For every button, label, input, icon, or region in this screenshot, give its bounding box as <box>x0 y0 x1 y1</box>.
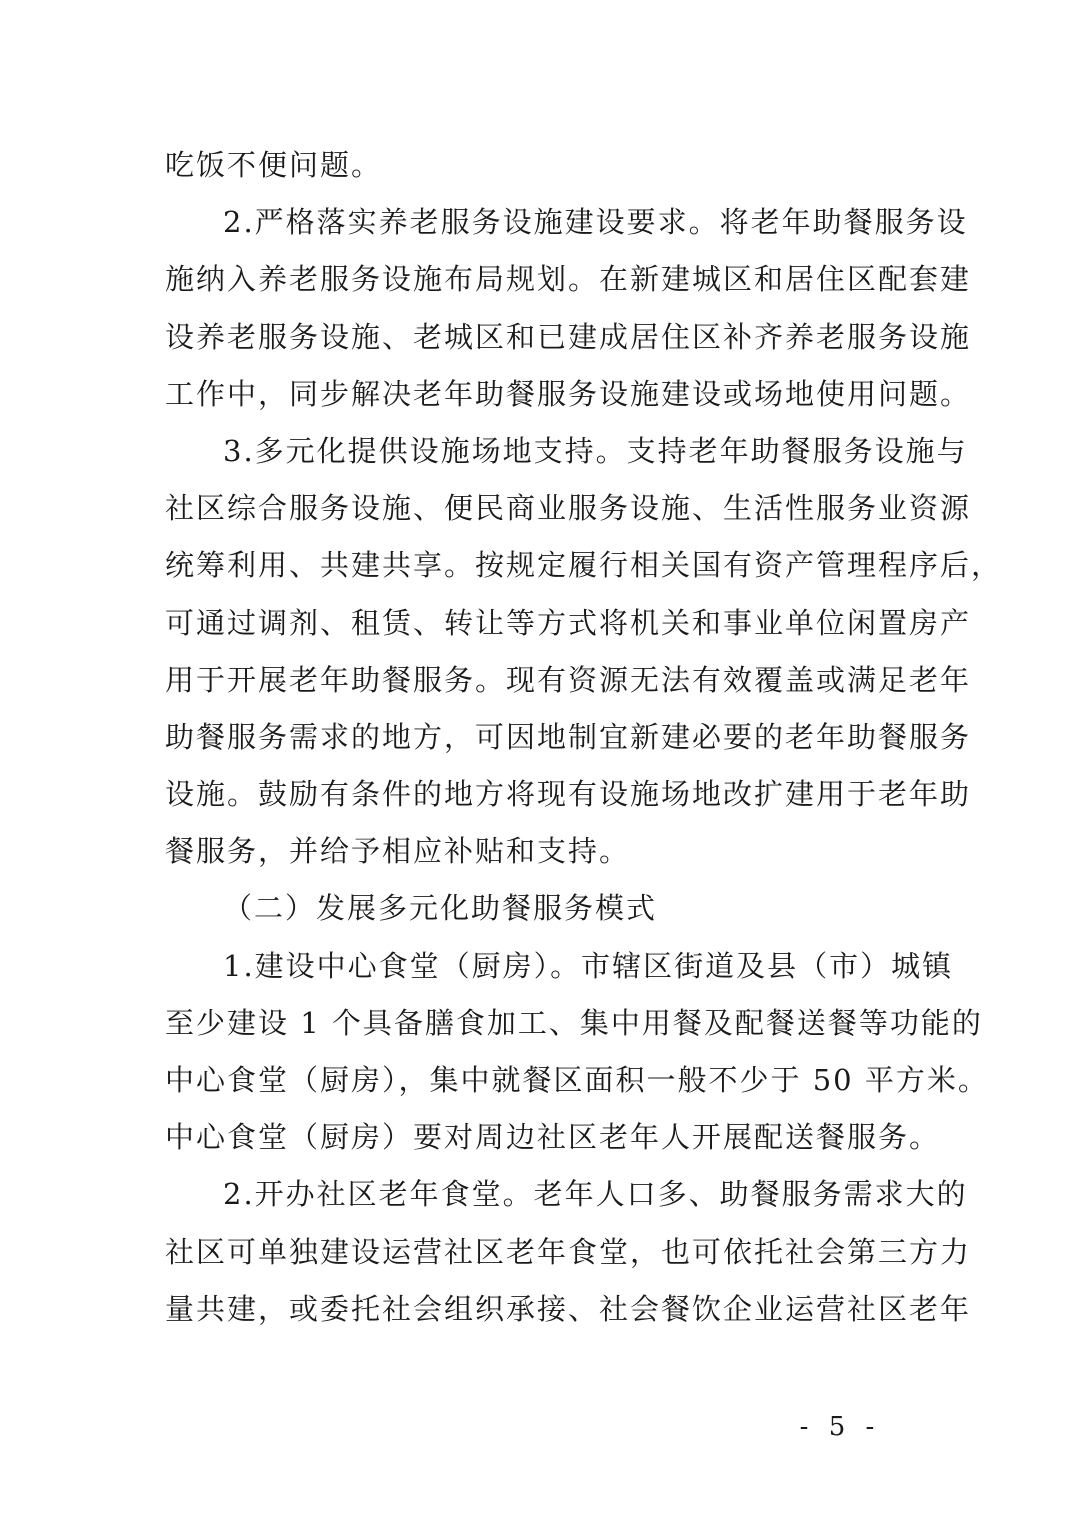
text-line: 设施。鼓励有条件的地方将现有设施场地改扩建用于老年助 <box>165 777 972 812</box>
text-line: 2.严格落实养老服务设施建设要求。将老年助餐服务设 <box>223 205 968 240</box>
body-text <box>165 137 1003 1338</box>
text-line: 中心食堂（厨房）要对周边社区老年人开展配送餐服务。 <box>165 1120 941 1155</box>
text-line: 餐服务，并给予相应补贴和支持。 <box>165 834 631 869</box>
text-line: 吃饭不便问题。 <box>165 148 383 182</box>
text-line: 施纳入养老服务设施布局规划。在新建城区和居住区配套建 <box>165 262 972 297</box>
text-line: 量共建，或委托社会组织承接、社会餐饮企业运营社区老年 <box>165 1291 972 1326</box>
text-line: 用于开展老年助餐服务。现有资源无法有效覆盖或满足老年 <box>165 662 972 697</box>
text-line: 设养老服务设施、老城区和已建成居住区补齐养老服务设施 <box>165 319 972 354</box>
section-heading: （二）发展多元化助餐服务模式 <box>223 891 658 926</box>
text-line: 社区综合服务设施、便民商业服务设施、生活性服务业资源 <box>165 491 972 526</box>
text-line: 3.多元化提供设施场地支持。支持老年助餐服务设施与 <box>223 433 968 468</box>
text-line: 助餐服务需求的地方，可因地制宜新建必要的老年助餐服务 <box>165 719 972 754</box>
text-line: 1.建设中心食堂（厨房）。市辖区街道及县（市）城镇 <box>223 948 954 983</box>
text-line: 至少建设 1 个具备膳食加工、集中用餐及配餐送餐等功能的 <box>165 1005 983 1040</box>
text-line: 统筹利用、共建共享。按规定履行相关国有资产管理程序后， <box>165 548 1003 583</box>
text-line: 工作中，同步解决老年助餐服务设施建设或场地使用问题。 <box>165 376 972 411</box>
text-line: 可通过调剂、租赁、转让等方式将机关和事业单位闲置房产 <box>165 605 972 640</box>
text-line: 中心食堂（厨房），集中就餐区面积一般不少于 50 平方米。 <box>165 1063 989 1097</box>
page-number: - 5 - <box>799 1412 881 1442</box>
text-line: 社区可单独建设运营社区老年食堂，也可依托社会第三方力 <box>165 1234 972 1269</box>
text-line: 2.开办社区老年食堂。老年人口多、助餐服务需求大的 <box>223 1177 968 1212</box>
